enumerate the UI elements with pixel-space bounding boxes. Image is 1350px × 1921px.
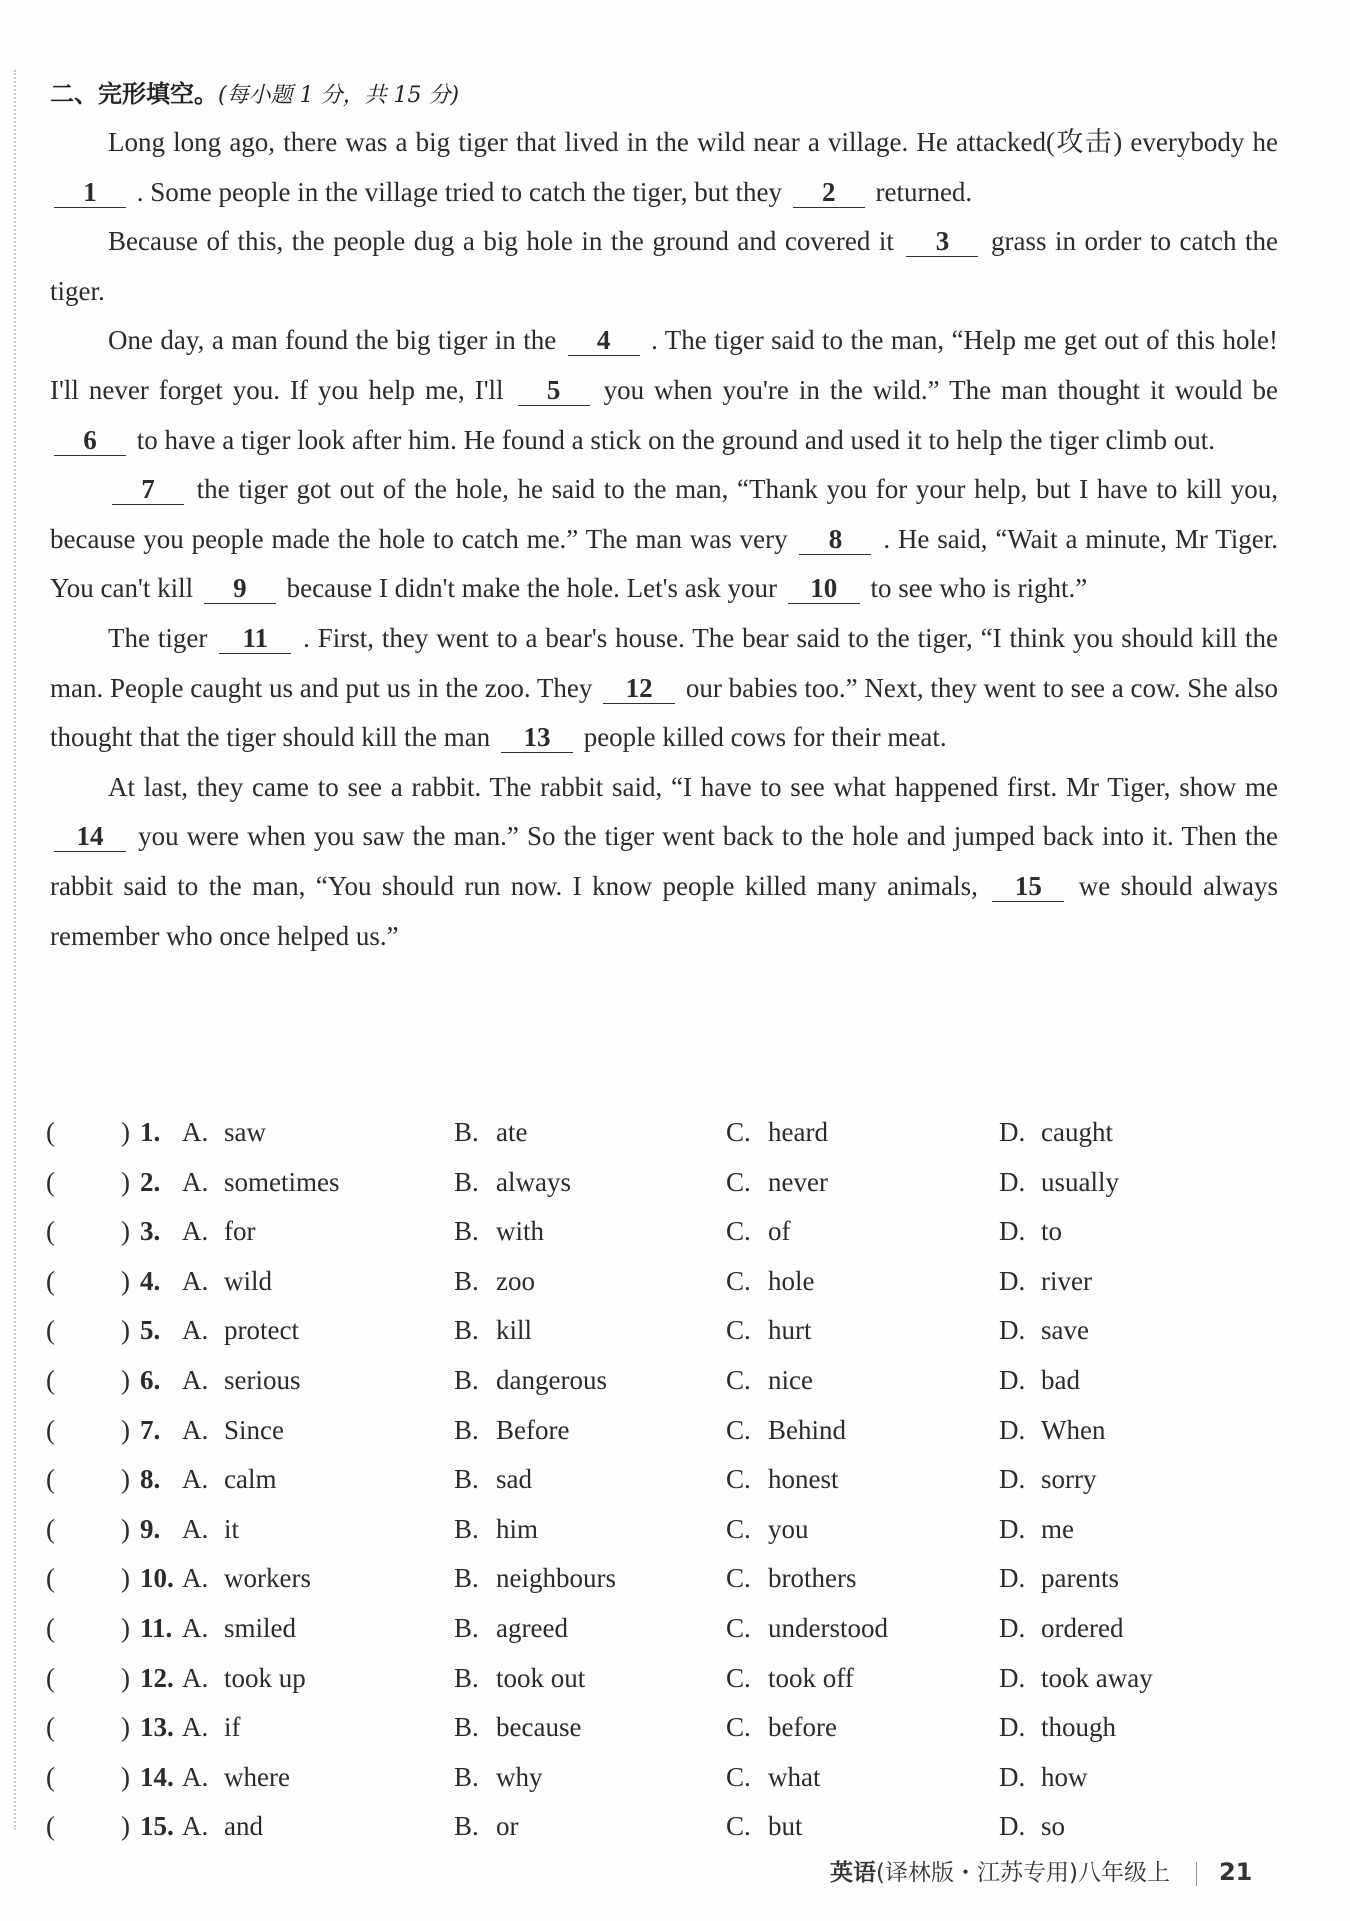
option-text: or: [496, 1811, 519, 1842]
option-c[interactable]: [726, 1158, 828, 1208]
option-text: neighbours: [496, 1563, 616, 1594]
paragraph-2: [50, 217, 1278, 316]
option-text: me: [1041, 1513, 1074, 1544]
option-text: for: [224, 1216, 256, 1247]
option-a[interactable]: [182, 1257, 272, 1307]
option-letter: C.: [726, 1265, 751, 1296]
option-b[interactable]: [454, 1703, 581, 1753]
option-letter: A.: [182, 1563, 209, 1594]
section-title: [50, 74, 459, 109]
option-letter: B.: [454, 1811, 479, 1842]
option-letter: B.: [454, 1662, 479, 1693]
option-letter: C.: [726, 1315, 751, 1346]
passage-text: you when you're in the wild.” The man thought it would be: [603, 374, 1278, 405]
answer-bracket-close: ): [121, 1811, 130, 1842]
question-row-11: [46, 1604, 1286, 1654]
passage-text: the tiger got out of the hole, he said to the man, “Thank you for your help, but I have to kill you, because you people made the hole to catch me.” The man was very: [50, 474, 1279, 554]
question-number: 10.: [140, 1563, 174, 1594]
option-a[interactable]: [182, 1108, 266, 1158]
answer-bracket-open[interactable]: (: [46, 1761, 55, 1792]
option-c[interactable]: [726, 1554, 856, 1604]
option-letter: A.: [182, 1216, 209, 1247]
option-letter: B.: [454, 1216, 479, 1247]
option-b[interactable]: [454, 1505, 538, 1555]
option-text: what: [768, 1761, 821, 1792]
option-text: why: [496, 1761, 543, 1792]
option-c[interactable]: [726, 1406, 846, 1456]
question-number: 15.: [140, 1811, 174, 1842]
option-b[interactable]: [454, 1356, 607, 1406]
question-row-6: [46, 1356, 1286, 1406]
option-b[interactable]: [454, 1554, 616, 1604]
answer-bracket-close: ): [121, 1117, 130, 1147]
option-letter: A.: [182, 1612, 209, 1643]
passage-text: our babies too.” Next, they went to see a cow. She also thought that the tiger should kill the man: [50, 672, 1278, 753]
answer-bracket-close: ): [121, 1761, 130, 1792]
option-text: how: [1041, 1761, 1088, 1792]
option-b[interactable]: [454, 1108, 527, 1158]
option-d[interactable]: [999, 1802, 1065, 1852]
answer-bracket-open[interactable]: (: [46, 1811, 55, 1842]
footer-edition: (译林版・江苏专用)八年级上: [876, 1860, 1170, 1886]
option-d[interactable]: [999, 1703, 1116, 1753]
option-d[interactable]: [999, 1554, 1119, 1604]
blank-3: 3: [906, 226, 978, 257]
option-c[interactable]: [726, 1802, 803, 1852]
option-text: zoo: [496, 1265, 535, 1296]
question-row-12: [46, 1654, 1286, 1704]
option-text: kill: [496, 1315, 533, 1346]
option-text: nice: [768, 1364, 813, 1395]
option-letter: B.: [454, 1513, 479, 1544]
option-text: parents: [1041, 1563, 1119, 1594]
option-b[interactable]: [454, 1207, 544, 1257]
page-number: 21: [1218, 1858, 1253, 1886]
passage-text: The tiger: [108, 622, 208, 653]
answer-bracket-close: ): [121, 1563, 130, 1594]
option-c[interactable]: [726, 1455, 839, 1505]
option-text: where: [224, 1761, 290, 1792]
option-letter: D.: [999, 1216, 1026, 1247]
passage-text: you were when you saw the man.” So the tiger went back to the hole and jumped back into it. Then the rabbit said to the man, “You should run now. I know people killed many animals,: [50, 821, 1278, 901]
option-letter: A.: [182, 1117, 209, 1147]
paragraph-1: [50, 118, 1278, 217]
option-letter: D.: [999, 1117, 1026, 1147]
cloze-passage: [50, 118, 1278, 961]
answer-bracket-open[interactable]: (: [46, 1265, 55, 1296]
option-letter: C.: [726, 1166, 751, 1197]
question-number: 3.: [140, 1216, 161, 1247]
answer-bracket-open[interactable]: (: [46, 1712, 55, 1743]
option-letter: B.: [454, 1166, 479, 1197]
option-letter: D.: [999, 1265, 1026, 1296]
option-text: of: [768, 1216, 791, 1247]
option-text: sometimes: [224, 1166, 340, 1197]
option-d[interactable]: [999, 1306, 1089, 1356]
passage-text: we should always remember who once helped us.”: [50, 870, 1279, 951]
passage-text: to see who is right.”: [870, 573, 1088, 604]
passage-text: people killed cows for their meat.: [583, 722, 947, 753]
option-text: understood: [768, 1612, 888, 1643]
option-text: save: [1041, 1315, 1089, 1346]
option-text: calm: [224, 1464, 277, 1495]
option-a[interactable]: [182, 1802, 263, 1852]
footer-divider: [1196, 1862, 1197, 1886]
option-b[interactable]: [454, 1802, 519, 1852]
question-row-3: [46, 1207, 1286, 1257]
option-d[interactable]: [999, 1207, 1062, 1257]
option-letter: B.: [454, 1364, 479, 1395]
option-text: because: [496, 1712, 582, 1743]
option-letter: D.: [999, 1662, 1026, 1693]
option-a[interactable]: [182, 1207, 255, 1257]
answer-bracket-close: ): [121, 1712, 130, 1743]
answer-bracket-close: ): [121, 1662, 130, 1693]
option-c[interactable]: [726, 1703, 837, 1753]
option-letter: D.: [999, 1761, 1026, 1792]
option-d[interactable]: [999, 1257, 1092, 1307]
option-letter: C.: [726, 1662, 751, 1693]
footer-subject: 英语: [830, 1860, 876, 1886]
option-text: it: [224, 1513, 240, 1544]
option-text: took up: [224, 1662, 306, 1693]
passage-text: to have a tiger look after him. He found a stick on the ground and used it to help the tiger climb out.: [136, 424, 1215, 455]
passage-text: . First, they went to a bear's house. The bear said to the tiger, “I think you should kill the man. People caught us and put us in the zoo. They: [50, 622, 1278, 703]
answer-bracket-close: ): [121, 1265, 130, 1296]
blank-8: 8: [799, 524, 871, 555]
option-letter: B.: [454, 1563, 479, 1594]
option-letter: A.: [182, 1265, 209, 1296]
option-text: so: [1041, 1811, 1066, 1842]
passage-text: because I didn't make the hole. Let's ask your: [286, 573, 777, 604]
option-text: ordered: [1041, 1612, 1124, 1643]
answer-bracket-open[interactable]: (: [46, 1216, 55, 1247]
option-text: to: [1041, 1216, 1063, 1247]
question-number: 13.: [140, 1712, 174, 1743]
question-number: 6.: [140, 1364, 161, 1395]
answer-bracket-open[interactable]: (: [46, 1513, 55, 1544]
option-text: caught: [1041, 1117, 1113, 1147]
option-letter: D.: [999, 1166, 1026, 1197]
question-number: 1.: [140, 1117, 161, 1147]
option-a[interactable]: [182, 1455, 276, 1505]
option-letter: B.: [454, 1315, 479, 1346]
paragraph-5: [50, 614, 1278, 763]
option-text: honest: [768, 1464, 839, 1495]
option-text: When: [1041, 1414, 1106, 1445]
answer-bracket-open[interactable]: (: [46, 1414, 55, 1445]
option-c[interactable]: [726, 1356, 813, 1406]
blank-11: 11: [219, 623, 291, 654]
blank-6: 6: [54, 425, 126, 456]
passage-text: Long long ago, there was a big tiger that lived in the wild near a village. He attacked(攻击) everybody he: [108, 127, 1278, 157]
option-letter: B.: [454, 1414, 479, 1445]
option-text: never: [768, 1166, 828, 1197]
blank-10: 10: [788, 573, 860, 604]
answer-bracket-open[interactable]: (: [46, 1464, 55, 1495]
passage-text: . Some people in the village tried to catch the tiger, but they: [136, 176, 782, 207]
answer-bracket-close: ): [121, 1414, 130, 1445]
question-row-13: [46, 1703, 1286, 1753]
option-c[interactable]: [726, 1753, 820, 1803]
option-text: hurt: [768, 1315, 812, 1346]
option-c[interactable]: [726, 1654, 854, 1704]
answer-bracket-close: ): [121, 1166, 130, 1197]
question-row-5: [46, 1306, 1286, 1356]
option-text: Since: [224, 1414, 284, 1445]
option-d[interactable]: [999, 1654, 1153, 1704]
passage-text: One day, a man found the big tiger in the: [108, 325, 557, 356]
blank-2: 2: [793, 177, 865, 208]
option-text: with: [496, 1216, 545, 1247]
option-text: workers: [224, 1563, 311, 1594]
option-text: dangerous: [496, 1364, 607, 1395]
option-letter: B.: [454, 1761, 479, 1792]
option-letter: A.: [182, 1761, 209, 1792]
answer-bracket-close: ): [121, 1315, 130, 1346]
option-letter: A.: [182, 1464, 209, 1495]
question-number: 11.: [140, 1612, 173, 1643]
passage-text: . The tiger said to the man, “Help me get out of this hole! I'll never forget you. If you help me, I'll: [50, 325, 1279, 405]
question-row-9: [46, 1505, 1286, 1555]
option-a[interactable]: [182, 1158, 340, 1208]
option-text: ate: [496, 1117, 528, 1147]
option-letter: D.: [999, 1364, 1026, 1395]
question-row-4: [46, 1257, 1286, 1307]
option-letter: D.: [999, 1414, 1026, 1445]
option-text: before: [768, 1712, 837, 1743]
option-letter: D.: [999, 1563, 1026, 1594]
answer-bracket-close: ): [121, 1513, 130, 1544]
option-a[interactable]: [182, 1505, 239, 1555]
option-letter: D.: [999, 1612, 1026, 1643]
blank-9: 9: [204, 573, 276, 604]
option-b[interactable]: [454, 1654, 585, 1704]
answer-bracket-open[interactable]: (: [46, 1364, 55, 1395]
answer-bracket-open[interactable]: (: [46, 1315, 55, 1346]
option-text: smiled: [224, 1612, 296, 1643]
option-d[interactable]: [999, 1753, 1088, 1803]
answer-bracket-open[interactable]: (: [46, 1612, 55, 1643]
option-letter: C.: [726, 1117, 751, 1147]
passage-text: returned.: [875, 176, 973, 207]
answer-bracket-close: ): [121, 1612, 130, 1643]
option-letter: D.: [999, 1464, 1026, 1495]
option-text: you: [768, 1513, 809, 1544]
answer-bracket-close: ): [121, 1364, 130, 1395]
option-letter: A.: [182, 1712, 209, 1743]
option-b[interactable]: [454, 1455, 532, 1505]
question-number: 7.: [140, 1414, 161, 1445]
answer-bracket-open[interactable]: (: [46, 1166, 55, 1197]
margin-dotted-rule: [14, 70, 16, 1830]
option-text: but: [768, 1811, 803, 1842]
option-b[interactable]: [454, 1604, 568, 1654]
blank-1: 1: [54, 177, 126, 208]
option-a[interactable]: [182, 1703, 241, 1753]
option-letter: B.: [454, 1612, 479, 1643]
question-number: 4.: [140, 1265, 161, 1296]
option-a[interactable]: [182, 1554, 311, 1604]
option-letter: B.: [454, 1117, 479, 1147]
option-d[interactable]: [999, 1406, 1105, 1456]
option-text: took off: [768, 1662, 854, 1693]
option-letter: C.: [726, 1464, 751, 1495]
option-a[interactable]: [182, 1604, 296, 1654]
option-text: usually: [1041, 1166, 1119, 1197]
passage-text: . He said, “Wait a minute, Mr Tiger. You can't kill: [50, 523, 1279, 604]
answer-bracket-close: ): [121, 1216, 130, 1247]
option-text: bad: [1041, 1364, 1080, 1395]
question-row-1: [46, 1108, 1286, 1158]
option-c[interactable]: [726, 1207, 791, 1257]
blank-14: 14: [54, 821, 126, 852]
question-number: 14.: [140, 1761, 174, 1792]
blank-5: 5: [518, 375, 590, 406]
option-letter: C.: [726, 1563, 751, 1594]
question-row-7: [46, 1406, 1286, 1456]
question-row-8: [46, 1455, 1286, 1505]
option-b[interactable]: [454, 1753, 543, 1803]
option-text: though: [1041, 1712, 1117, 1743]
option-text: saw: [224, 1117, 266, 1147]
option-d[interactable]: [999, 1108, 1113, 1158]
paragraph-3: [50, 316, 1278, 465]
option-d[interactable]: [999, 1505, 1074, 1555]
option-text: serious: [224, 1364, 301, 1395]
option-d[interactable]: [999, 1604, 1123, 1654]
option-letter: C.: [726, 1364, 751, 1395]
option-letter: C.: [726, 1216, 751, 1247]
option-letter: D.: [999, 1315, 1026, 1346]
option-text: Behind: [768, 1414, 846, 1445]
option-letter: B.: [454, 1464, 479, 1495]
option-b[interactable]: [454, 1158, 571, 1208]
option-letter: A.: [182, 1811, 209, 1842]
option-text: agreed: [496, 1612, 568, 1643]
option-text: sad: [496, 1464, 532, 1495]
option-b[interactable]: [454, 1306, 532, 1356]
answer-bracket-open[interactable]: (: [46, 1117, 55, 1147]
option-letter: C.: [726, 1712, 751, 1743]
blank-12: 12: [603, 673, 675, 704]
option-a[interactable]: [182, 1406, 284, 1456]
answer-bracket-open[interactable]: (: [46, 1563, 55, 1594]
option-text: always: [496, 1166, 571, 1197]
question-number: 5.: [140, 1315, 161, 1346]
option-text: if: [224, 1712, 241, 1743]
answer-options: [46, 1108, 1286, 1852]
option-letter: B.: [454, 1712, 479, 1743]
option-d[interactable]: [999, 1356, 1080, 1406]
option-b[interactable]: [454, 1257, 535, 1307]
option-letter: A.: [182, 1364, 209, 1395]
question-number: 8.: [140, 1464, 161, 1495]
option-c[interactable]: [726, 1257, 815, 1307]
passage-text: At last, they came to see a rabbit. The rabbit said, “I have to see what happened first. Mr Tiger, show me: [108, 771, 1278, 802]
answer-bracket-close: ): [121, 1464, 130, 1495]
passage-text: Because of this, the people dug a big hole in the ground and covered it: [108, 226, 894, 257]
option-text: brothers: [768, 1563, 857, 1594]
answer-bracket-open[interactable]: (: [46, 1662, 55, 1693]
option-letter: C.: [726, 1811, 751, 1842]
option-letter: D.: [999, 1712, 1026, 1743]
question-number: 12.: [140, 1662, 174, 1693]
option-c[interactable]: [726, 1505, 809, 1555]
option-text: sorry: [1041, 1464, 1097, 1495]
option-letter: C.: [726, 1612, 751, 1643]
question-row-10: [46, 1554, 1286, 1604]
option-a[interactable]: [182, 1753, 290, 1803]
option-text: Before: [496, 1414, 570, 1445]
blank-7: 7: [112, 474, 184, 505]
option-letter: D.: [999, 1811, 1026, 1842]
option-d[interactable]: [999, 1455, 1097, 1505]
blank-4: 4: [568, 325, 640, 356]
option-text: wild: [224, 1265, 273, 1296]
option-text: protect: [224, 1315, 299, 1346]
option-d[interactable]: [999, 1158, 1119, 1208]
option-a[interactable]: [182, 1356, 301, 1406]
option-letter: A.: [182, 1513, 209, 1544]
blank-15: 15: [992, 871, 1064, 902]
question-row-2: [46, 1158, 1286, 1208]
question-number: 2.: [140, 1166, 161, 1197]
option-letter: A.: [182, 1662, 209, 1693]
paragraph-6: [50, 763, 1278, 961]
option-text: him: [496, 1513, 539, 1544]
question-number: 9.: [140, 1513, 161, 1544]
option-letter: C.: [726, 1761, 751, 1792]
option-letter: C.: [726, 1513, 751, 1544]
option-letter: B.: [454, 1265, 479, 1296]
option-a[interactable]: [182, 1306, 299, 1356]
option-letter: A.: [182, 1315, 209, 1346]
option-c[interactable]: [726, 1604, 888, 1654]
question-row-14: [46, 1753, 1286, 1803]
option-text: took out: [496, 1662, 586, 1693]
option-letter: C.: [726, 1414, 751, 1445]
section-score-note: (每小题 1 分，共 15 分): [218, 83, 460, 108]
option-letter: D.: [999, 1513, 1026, 1544]
option-text: took away: [1041, 1662, 1153, 1693]
option-a[interactable]: [182, 1654, 306, 1704]
paragraph-4: [50, 465, 1278, 614]
question-row-15: [46, 1802, 1286, 1852]
passage-text: grass in order to catch the tiger.: [50, 226, 1278, 306]
option-b[interactable]: [454, 1406, 569, 1456]
option-text: heard: [768, 1117, 828, 1147]
option-text: river: [1041, 1265, 1092, 1296]
page-footer: [830, 1854, 1252, 1887]
option-c[interactable]: [726, 1306, 812, 1356]
option-c[interactable]: [726, 1108, 828, 1158]
option-text: hole: [768, 1265, 815, 1296]
blank-13: 13: [501, 722, 573, 753]
option-letter: A.: [182, 1414, 209, 1445]
option-letter: A.: [182, 1166, 209, 1197]
section-heading: 二、完形填空。: [50, 80, 218, 108]
option-text: and: [224, 1811, 263, 1842]
